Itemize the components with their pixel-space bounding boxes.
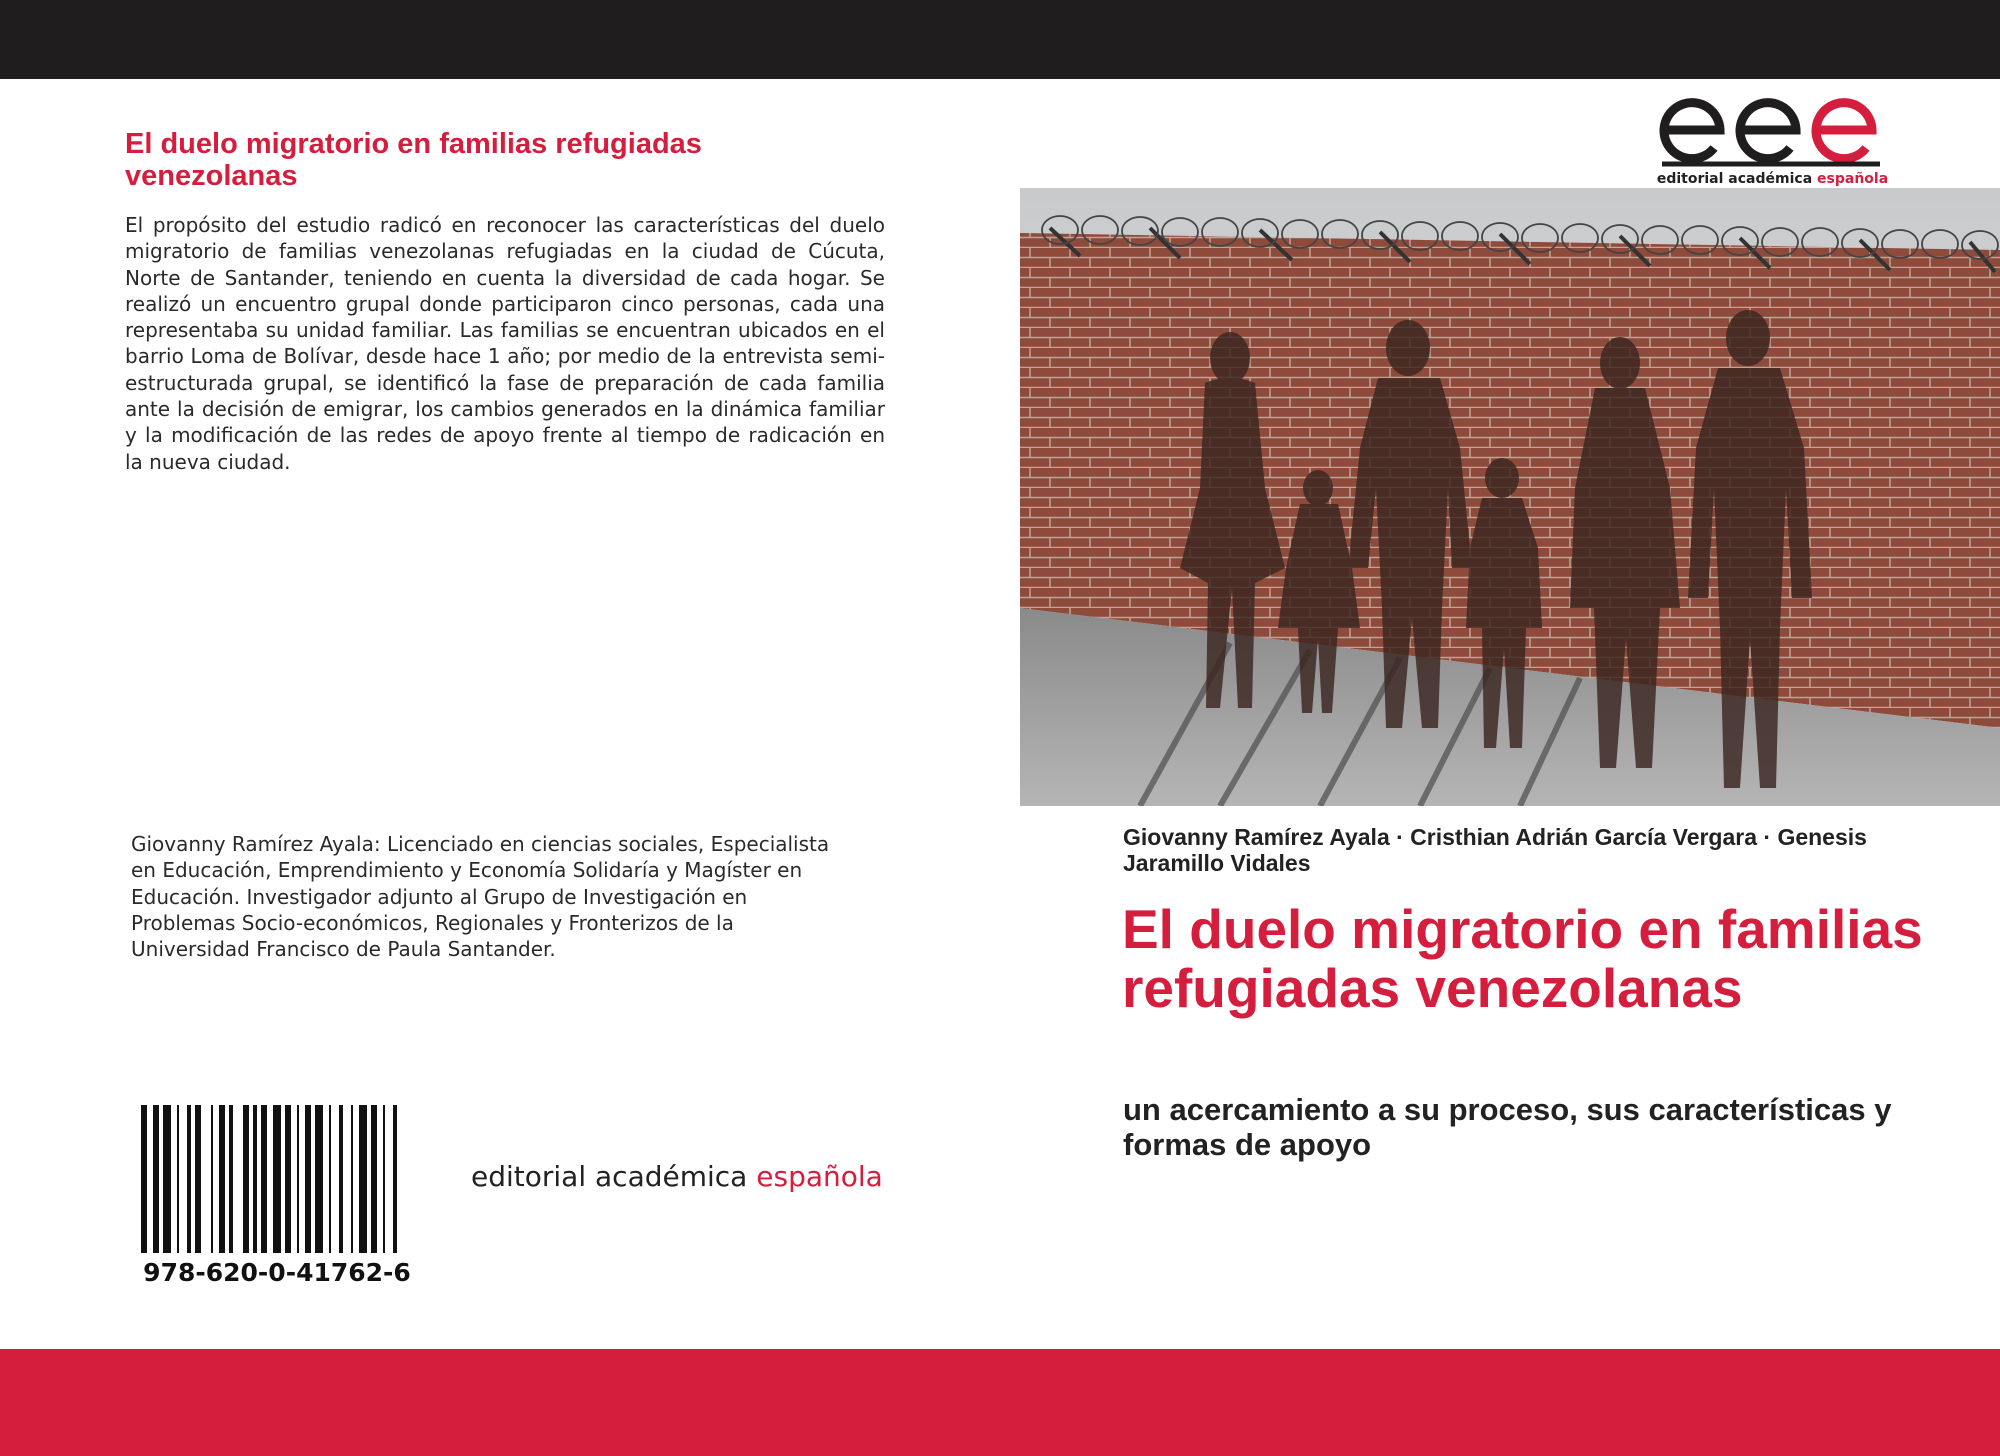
logo-main: editorial académica [1656, 171, 1813, 187]
barcode-bar [219, 1105, 225, 1253]
cover-photo [1020, 188, 2000, 806]
barcode-bar [371, 1105, 377, 1253]
barcode-bar [305, 1105, 311, 1253]
barcode-bar [253, 1105, 257, 1253]
publisher-main: editorial académica [471, 1160, 748, 1193]
publisher-name-back [471, 1160, 883, 1193]
bottom-band [0, 1349, 2000, 1456]
back-cover-blurb: El propósito del estudio radicó en reconocer las características del duelo migratorio de familias venezolanas refugiadas en la ciudad de Cúcuta, Norte de Santander, teniendo en cuenta la diversidad de cada hogar. Se realizó un encuentro grupal donde participaron cinco personas, cada una representaba su unidad familiar. Las familias se encuentran ubicados en el barrio Loma de Bolívar, desde hace 1 año; por medio de la entrevista semi-estructurada grupal, se identificó la fase de preparación de cada familia ante la decisión de emigrar, los cambios generados en la dinámica familiar y la modificación de las redes de apoyo frente al tiempo de radicación en la nueva ciudad. [125, 213, 885, 474]
barcode-bar [329, 1105, 331, 1253]
barcode-bar [393, 1105, 397, 1253]
barcode-bar [195, 1105, 201, 1253]
barcode-bar [163, 1105, 171, 1253]
barcode-bar [141, 1105, 147, 1253]
barcode-bar [177, 1105, 179, 1253]
barcode-bar [243, 1105, 249, 1253]
logo-wordmark [1640, 171, 1905, 187]
barcode-bar [383, 1105, 385, 1253]
author-bio: Giovanny Ramírez Ayala: Licenciado en ciencias sociales, Especialista en Educación, Emprendimiento y Economía Solidaría y Magíster en Educación. Investigador adjunto al Grupo de Investigación en Problemas Socio-económicos, Regionales y Fronterizos de la Universidad Francisco de Paula Santander. [131, 832, 830, 962]
barcode-bar [297, 1105, 299, 1253]
top-band [0, 0, 2000, 79]
barcode-bar [229, 1105, 233, 1253]
isbn-number: 978-620-0-41762-6 [143, 1258, 411, 1287]
publisher-accent: española [756, 1160, 883, 1193]
isbn-barcode [141, 1105, 416, 1253]
barcode-bar [315, 1105, 323, 1253]
authors: Giovanny Ramírez Ayala · Cristhian Adrián García Vergara · Genesis Jaramillo Vidales [1123, 824, 1867, 876]
front-cover-title: El duelo migratorio en familias refugiadas venezolanas [1122, 898, 1923, 1019]
barcode-bar [285, 1105, 291, 1253]
logo-accent: española [1817, 171, 1889, 187]
barcode-bar [261, 1105, 267, 1253]
barcode-bar [351, 1105, 353, 1253]
barcode-bar [359, 1105, 367, 1253]
barcode-bar [339, 1105, 343, 1253]
barcode-bar [273, 1105, 281, 1253]
front-cover-subtitle: un acercamiento a su proceso, sus características y formas de apoyo [1123, 1092, 1892, 1162]
back-cover-title: El duelo migratorio en familias refugiadas venezolanas [125, 128, 702, 192]
barcode-bar [211, 1105, 213, 1253]
barcode-bar [187, 1105, 191, 1253]
barcode-bar [153, 1105, 159, 1253]
